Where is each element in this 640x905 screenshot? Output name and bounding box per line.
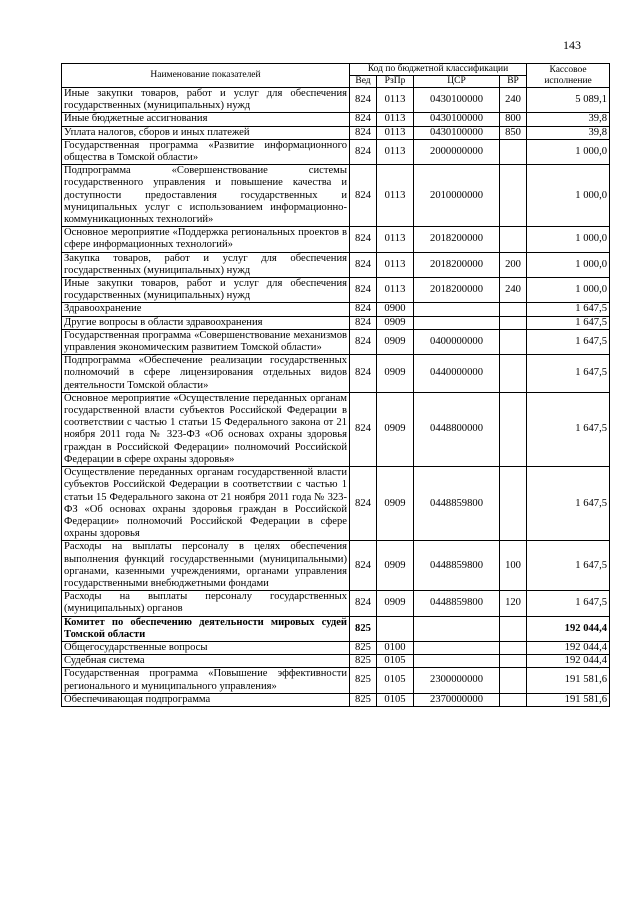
row-vr [500,355,527,393]
row-name: Здравоохранение [62,303,350,316]
row-rzpr: 0900 [377,303,414,316]
row-name: Расходы на выплаты персоналу государственных (муниципальных) органов [62,591,350,616]
row-rzpr: 0113 [377,165,414,227]
table-row [62,591,610,616]
budget-table [61,63,610,707]
row-ved: 824 [350,88,377,113]
row-csr: 2018200000 [414,252,500,277]
row-csr: 2000000000 [414,139,500,164]
row-ved: 824 [350,126,377,139]
row-amount: 192 044,4 [527,616,610,641]
row-csr: 0440000000 [414,355,500,393]
row-name: Судебная система [62,655,350,668]
header-vr: ВР [500,76,527,88]
header-amount: Кассовое исполнение [527,64,610,88]
row-ved: 824 [350,252,377,277]
row-csr [414,641,500,654]
row-name: Осуществление переданных органам государственной власти субъектов Российской Федерации в соответствии с частью 1 статьи 15 Федерального закона от 21 ноября 2011 года № 323-ФЗ «Об основах охраны здоровья граждан в Российской Федерации» полномочий Российской Федерации в сфере охраны здоровья [62,467,350,541]
table-row [62,316,610,329]
row-name: Иные закупки товаров, работ и услуг для обеспечения государственных (муниципальных) нужд [62,88,350,113]
row-rzpr: 0113 [377,88,414,113]
table-row [62,655,610,668]
row-ved: 824 [350,392,377,466]
row-csr: 2018200000 [414,227,500,252]
row-ved: 824 [350,467,377,541]
row-ved: 824 [350,541,377,591]
row-ved: 824 [350,591,377,616]
row-amount: 1 647,5 [527,316,610,329]
row-vr [500,139,527,164]
row-ved: 824 [350,278,377,303]
row-name: Основное мероприятие «Поддержка региональных проектов в сфере информационных технологий» [62,227,350,252]
table-row [62,278,610,303]
row-amount: 192 044,4 [527,655,610,668]
row-vr: 240 [500,278,527,303]
table-row [62,641,610,654]
row-name: Комитет по обеспечению деятельности мировых судей Томской области [62,616,350,641]
row-vr [500,303,527,316]
table-row [62,126,610,139]
row-amount: 192 044,4 [527,641,610,654]
row-rzpr: 0113 [377,278,414,303]
page-number: 143 [563,38,581,52]
table-row [62,227,610,252]
row-rzpr: 0113 [377,227,414,252]
row-vr [500,641,527,654]
table-body [62,88,610,707]
row-rzpr [377,616,414,641]
row-vr [500,165,527,227]
row-vr [500,693,527,706]
row-amount: 5 089,1 [527,88,610,113]
row-rzpr: 0909 [377,541,414,591]
row-rzpr: 0909 [377,329,414,354]
row-ved: 825 [350,616,377,641]
row-ved: 824 [350,113,377,126]
row-csr: 0430100000 [414,88,500,113]
row-amount: 1 000,0 [527,227,610,252]
row-name: Общегосударственные вопросы [62,641,350,654]
row-rzpr: 0909 [377,591,414,616]
header-name: Наименование показателей [62,64,350,88]
row-ved: 824 [350,227,377,252]
row-amount: 191 581,6 [527,668,610,693]
row-name: Иные закупки товаров, работ и услуг для обеспечения государственных (муниципальных) нужд [62,278,350,303]
row-ved: 824 [350,355,377,393]
header-code-group: Код по бюджетной классификации [350,64,527,76]
row-ved: 824 [350,316,377,329]
row-csr: 0430100000 [414,113,500,126]
row-vr: 100 [500,541,527,591]
table-row [62,541,610,591]
table-row [62,113,610,126]
row-vr [500,227,527,252]
row-vr [500,655,527,668]
header-rzpr: РзПр [377,76,414,88]
table-row [62,392,610,466]
row-csr [414,316,500,329]
row-amount: 1 647,5 [527,591,610,616]
table-row [62,165,610,227]
row-name: Подпрограмма «Обеспечение реализации государственных полномочий в сфере лицензирования отдельных видов деятельности Томской области» [62,355,350,393]
row-csr: 0448800000 [414,392,500,466]
table-row [62,139,610,164]
row-name: Государственная программа «Совершенствование механизмов управления экономическим развитием Томской области» [62,329,350,354]
row-ved: 825 [350,693,377,706]
row-vr [500,329,527,354]
table-row [62,355,610,393]
header-ved: Вед [350,76,377,88]
row-rzpr: 0113 [377,139,414,164]
row-ved: 825 [350,668,377,693]
row-rzpr: 0105 [377,693,414,706]
row-name: Государственная программа «Развитие информационного общества в Томской области» [62,139,350,164]
row-amount: 1 000,0 [527,278,610,303]
row-vr [500,668,527,693]
table-row [62,303,610,316]
row-rzpr: 0113 [377,113,414,126]
row-ved: 824 [350,329,377,354]
row-rzpr: 0113 [377,126,414,139]
row-rzpr: 0909 [377,392,414,466]
row-rzpr: 0909 [377,467,414,541]
row-amount: 1 647,5 [527,355,610,393]
table-row [62,616,610,641]
row-vr: 120 [500,591,527,616]
row-rzpr: 0909 [377,355,414,393]
row-name: Закупка товаров, работ и услуг для обеспечения государственных (муниципальных) нужд [62,252,350,277]
row-vr: 200 [500,252,527,277]
row-csr: 2370000000 [414,693,500,706]
row-name: Уплата налогов, сборов и иных платежей [62,126,350,139]
row-rzpr: 0909 [377,316,414,329]
row-vr: 800 [500,113,527,126]
row-name: Основное мероприятие «Осуществление переданных органам государственной власти субъектов Российской Федерации в соответствии с частью 1 статьи 15 Федерального закона от 21 ноября 2011 года № 323-ФЗ «Об основах охраны здоровья граждан в Российской Федерации» полномочий Российской Федерации в сфере охраны здоровья» [62,392,350,466]
row-amount: 1 647,5 [527,467,610,541]
row-csr [414,616,500,641]
row-csr: 0448859800 [414,591,500,616]
row-amount: 39,8 [527,126,610,139]
row-amount: 1 000,0 [527,139,610,164]
table-row [62,252,610,277]
row-rzpr: 0105 [377,655,414,668]
table-row [62,467,610,541]
row-name: Расходы на выплаты персоналу в целях обеспечения выполнения функций государственными (муниципальными) органами, казенными учреждениями, органами управления государственными внебюджетными фондами [62,541,350,591]
row-csr: 0448859800 [414,541,500,591]
row-rzpr: 0105 [377,668,414,693]
row-amount: 1 000,0 [527,252,610,277]
row-ved: 824 [350,139,377,164]
row-vr [500,392,527,466]
row-name: Подпрограмма «Совершенствование системы государственного управления и повышение качества и доступности предоставления государственных и муниципальных услуг с использованием информационно-коммуникационных технологий» [62,165,350,227]
row-name: Государственная программа «Повышение эффективности регионального и муниципального управления» [62,668,350,693]
row-csr: 2300000000 [414,668,500,693]
table-row [62,668,610,693]
row-amount: 1 647,5 [527,392,610,466]
row-csr [414,303,500,316]
row-vr [500,467,527,541]
row-ved: 825 [350,641,377,654]
table-row [62,693,610,706]
table-row [62,329,610,354]
row-csr: 0430100000 [414,126,500,139]
row-vr [500,616,527,641]
row-amount: 39,8 [527,113,610,126]
row-rzpr: 0113 [377,252,414,277]
row-amount: 191 581,6 [527,693,610,706]
row-amount: 1 000,0 [527,165,610,227]
row-csr: 2010000000 [414,165,500,227]
row-name: Другие вопросы в области здравоохранения [62,316,350,329]
row-amount: 1 647,5 [527,329,610,354]
header-csr: ЦСР [414,76,500,88]
row-csr: 0448859800 [414,467,500,541]
row-ved: 824 [350,165,377,227]
row-amount: 1 647,5 [527,303,610,316]
row-csr [414,655,500,668]
row-csr: 0400000000 [414,329,500,354]
row-ved: 825 [350,655,377,668]
row-rzpr: 0100 [377,641,414,654]
row-ved: 824 [350,303,377,316]
table-row [62,88,610,113]
row-vr [500,316,527,329]
row-vr: 850 [500,126,527,139]
row-csr: 2018200000 [414,278,500,303]
row-name: Иные бюджетные ассигнования [62,113,350,126]
row-amount: 1 647,5 [527,541,610,591]
row-name: Обеспечивающая подпрограмма [62,693,350,706]
row-vr: 240 [500,88,527,113]
